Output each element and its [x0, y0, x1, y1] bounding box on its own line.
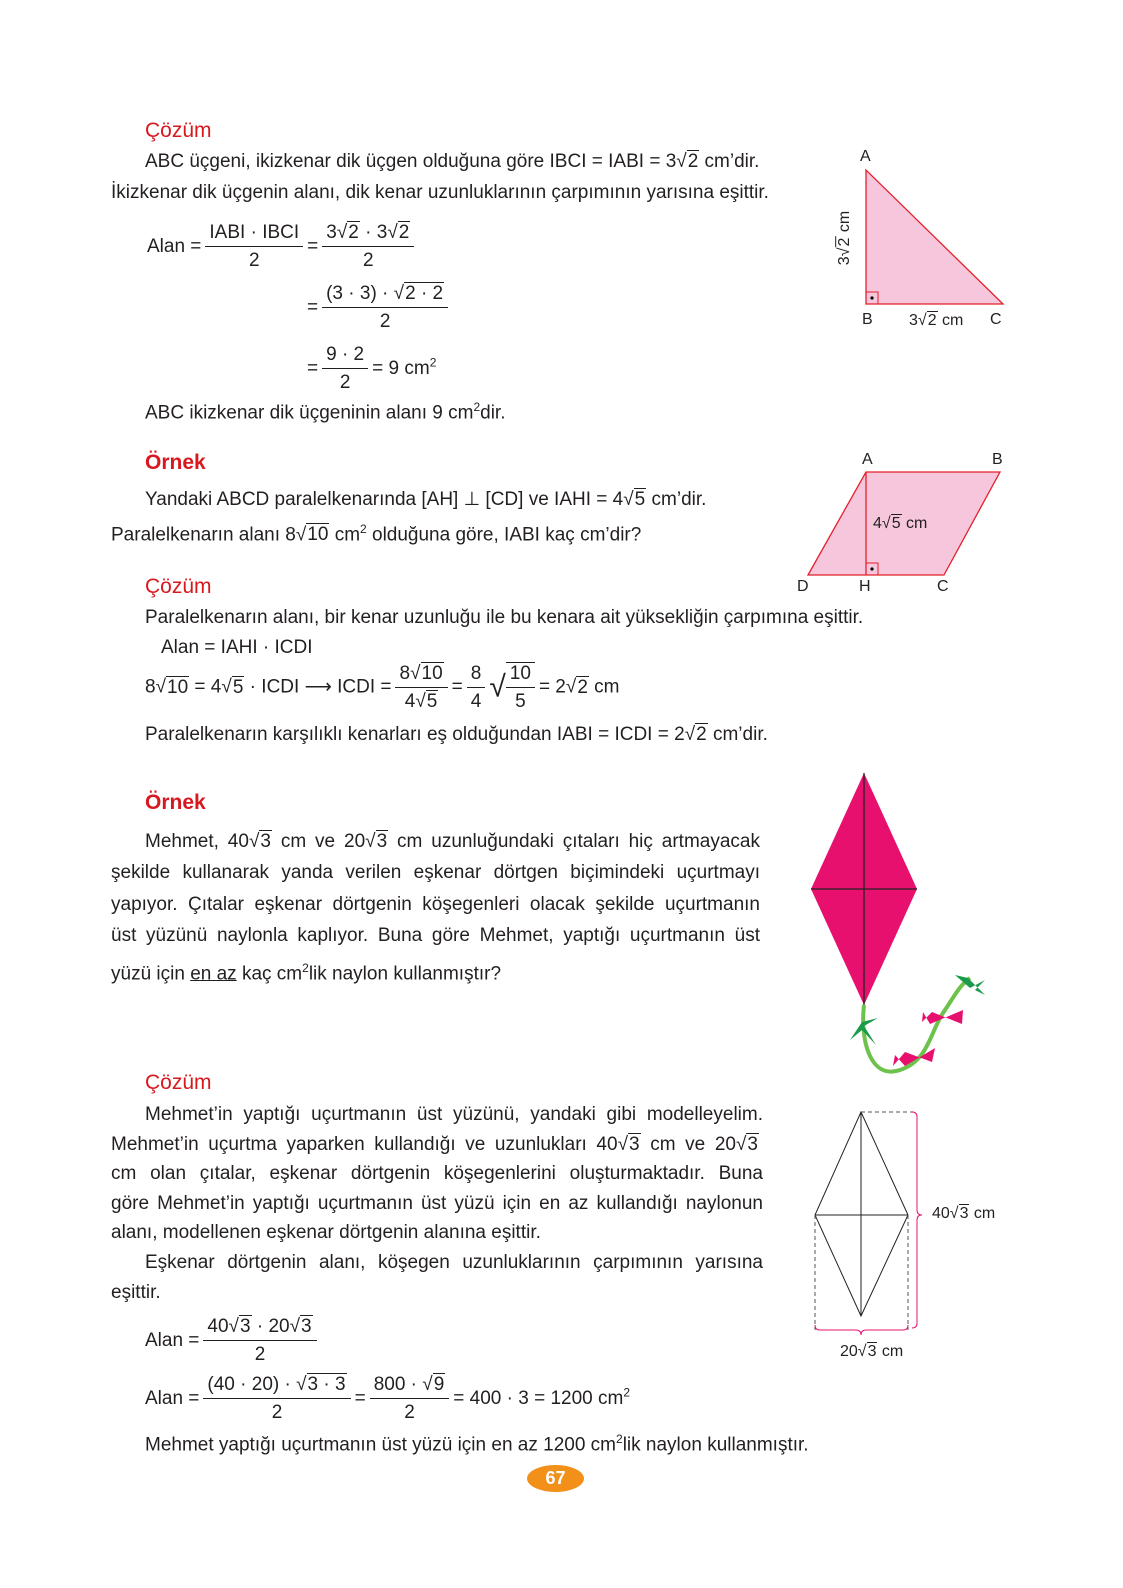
equation-line: 8√10 = 4√5 · ICDI ⟶ ICDI = $\frac{8√10}{4√5}$ = $\frac{8}{4}$ √ $\frac{10}{5}$ = 2√2 cm: [145, 662, 620, 712]
conclusion: ABC ikizkenar dik üçgeninin alanı 9 $cm^2dir$.: [145, 400, 506, 424]
vertex-h: H: [859, 578, 871, 595]
vertex-b: B: [992, 451, 1003, 468]
side-bc-label: 3√2 cm: [909, 312, 964, 329]
vertex-c: C: [990, 311, 1002, 328]
vertex-a: A: [860, 148, 871, 165]
triangle-abc: [866, 170, 1003, 304]
paragraph-line: alanı, modellenen eşkenar dörtgenin alanına eşittir.: [111, 1222, 541, 1243]
vertex-b: B: [862, 311, 873, 328]
paragraph-line: Mehmet’in yaptığı uçurtmanın üst yüzünü, yandaki gibi modelleyelim.: [145, 1104, 763, 1125]
example-heading: Örnek: [145, 791, 206, 814]
paragraph-line: İkizkenar dik üçgenin alanı, dik kenar uzunluklarının çarpımının yarısına eşittir.: [111, 182, 769, 203]
equation-line: Alan = IAHI · ICDI: [161, 637, 313, 658]
paragraph-line: yapıyor. Çıtalar eşkenar dörtgenin köşegenleri olacak şekilde uçurtmanın: [111, 894, 760, 915]
paragraph-line: Yandaki ABCD paralelkenarında [AH] ⊥ [CD] ve IAHI = 4√5 cm’dir.: [145, 489, 707, 510]
paragraph-line: eşittir.: [111, 1282, 161, 1303]
arrow-icon: ⟶: [304, 676, 332, 698]
paragraph-line: şekilde kullanarak yanda verilen eşkenar dörtgen biçimindeki uçurtmayı: [111, 862, 760, 883]
height-label: 4√5 cm: [873, 515, 928, 532]
solution-heading: Çözüm: [145, 119, 212, 142]
conclusion: Paralelkenarın karşılıklı kenarları eş olduğundan IABI = ICDI = 2√2 cm’dir.: [145, 724, 768, 745]
paragraph-line: Paralelkenarın alanı, bir kenar uzunluğu ile bu kenara ait yüksekliğin çarpımına eşittir.: [145, 607, 864, 628]
short-diagonal-label: 20√3 cm: [840, 1343, 904, 1360]
paragraph-line: Paralelkenarın alanı 8√10 $cm^2$ olduğuna göre, IABI kaç cm’dir?: [111, 522, 642, 546]
page-number-badge: 67: [527, 1465, 584, 1492]
vertex-d: D: [797, 578, 809, 595]
solution-heading: Çözüm: [145, 575, 212, 598]
paragraph-line: üst yüzünü naylonla kaplıyor. Buna göre Mehmet, yaptığı uçurtmanın üst: [111, 925, 760, 946]
example-heading: Örnek: [145, 451, 206, 474]
paragraph-line: Mehmet’in uçurtma yaparken kullandığı ve uzunlukları 40√3 cm ve 20√3: [111, 1134, 758, 1155]
solution-heading: Çözüm: [145, 1071, 212, 1094]
equation-line: = $\frac{9 \cdot 2}{2}$ = 9 $cm^2$: [307, 344, 437, 393]
paragraph-line: göre Mehmet’in yaptığı uçurtmanın üst yüzü için en az kullandığı naylonun: [111, 1193, 763, 1214]
equation-line: = $\frac{(3 \cdot 3) \cdot √2 \cdot 2}{2}$: [307, 283, 452, 333]
vertex-a: A: [862, 451, 873, 468]
paragraph-line: Eşkenar dörtgenin alanı, köşegen uzunluklarının çarpımının yarısına: [145, 1252, 763, 1273]
paragraph-line: yüzü için en az kaç $cm^2lik$ naylon kullanmıştır?: [111, 961, 502, 985]
vertex-c: C: [937, 578, 949, 595]
equation-line: Alan = $\frac{(40 \cdot 20) \cdot √3 \cdot 3}{2}$ = $\frac{800 \cdot √9}{2}$ = 400 · 3 = 1200 $cm^2$: [145, 1374, 631, 1423]
paragraph-line: Mehmet, 40√3 cm ve 20√3 cm uzunluğundaki çıtaları hiç artmayacak: [145, 831, 760, 852]
side-ab-label: 3√2 cm: [836, 210, 854, 266]
brace-short: [815, 1325, 908, 1335]
conclusion: Mehmet yaptığı uçurtmanın üst yüzü için en az 1200 $cm^2lik$ naylon kullanmıştır.: [145, 1432, 809, 1456]
paragraph-line: ABC üçgeni, ikizkenar dik üçgen olduğuna göre IBCI = IABI = 3√2 cm’dir.: [145, 151, 760, 172]
long-diagonal-label: 40√3 cm: [932, 1205, 996, 1222]
paragraph-line: cm olan çıtalar, eşkenar dörtgenin köşegenlerini oluşturmaktadır. Buna: [111, 1163, 763, 1184]
brace-long: [912, 1112, 922, 1328]
equation-line: Alan = $\frac{\text{IABI · IBCI}}{2}$ = $\frac{3√2 \cdot 3√2}{2}$: [147, 222, 418, 272]
equation-line: Alan = $\frac{40√3 \cdot 20√3}{2}$: [145, 1316, 321, 1366]
